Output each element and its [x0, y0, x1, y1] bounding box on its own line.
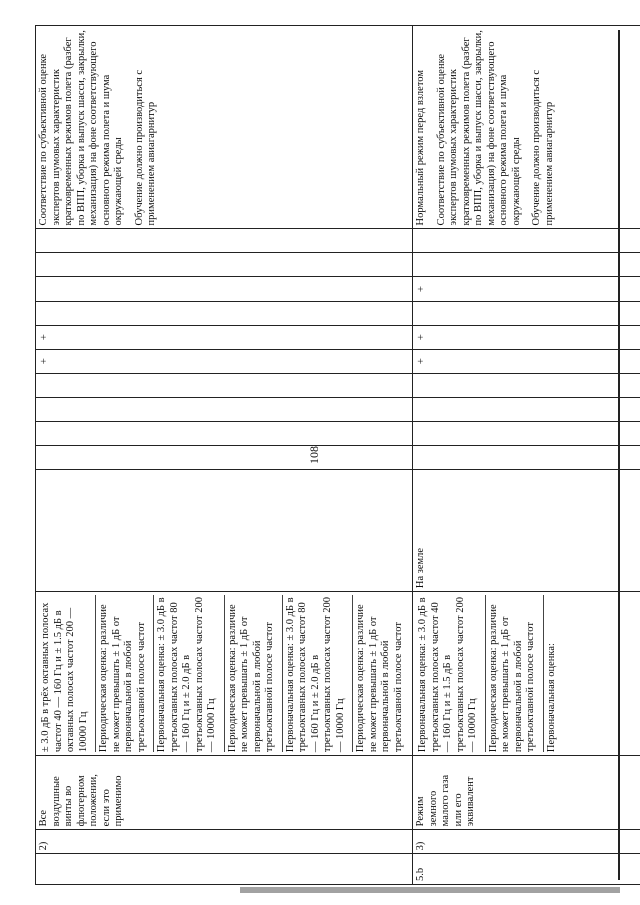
- condition-cell: На земле: [413, 469, 640, 591]
- tolerance-block: Первоначальная оценка: ± 3.0 дБ в третьоктавных полосах частот 80 — 160 Гц и ± 2.0 дБ в третьоктавных полосах частот 200 — 10000 Гц: [154, 595, 225, 752]
- mark-cell: [413, 397, 640, 421]
- rotated-table-wrapper: [35, 25, 605, 885]
- mark-cell: +: [413, 277, 640, 301]
- mark-cell: +: [36, 349, 413, 373]
- mark-cell: [36, 301, 413, 325]
- tolerance-cell: [413, 592, 640, 756]
- note-paragraph: Соответствие по субъективной оценке экспертов шумовых характеристик кратковременных режимов полета (разбег по ВПП, уборка и выпуск шасси, закрылки, механизация) на фоне соответствующего основного режима полета и шума окружающей среды: [435, 30, 522, 226]
- tolerance-block: ± 3.0 дБ в трёх октавных полосах частот 40 — 160 Гц и ± 1.5 дБ в октавных полосах частот 200 — 10000 Гц: [38, 595, 96, 752]
- mark-cell: [413, 373, 640, 397]
- note-paragraph: Обучение должно производиться с применением авиагарнитур: [531, 69, 555, 226]
- tolerance-cell: [36, 592, 413, 756]
- notes-cell: [36, 26, 413, 229]
- mark-cell: [413, 253, 640, 277]
- mark-cell: [36, 373, 413, 397]
- mode-name-cell: Все воздушные винты во флюгерном положении, если это применимо: [36, 756, 413, 830]
- mark-cell: [36, 445, 413, 469]
- sub-index-cell: 2): [36, 830, 413, 854]
- sub-index-cell: 3): [413, 830, 640, 854]
- note-paragraph: Нормальный режим перед взлетом: [415, 70, 426, 226]
- requirements-table: [35, 25, 640, 885]
- tolerance-block: Периодическая оценка: различие не может превышать ± 1 дБ от первоначальной в любой третьоктавной полосе частот: [225, 595, 283, 752]
- tolerance-block: Периодическая оценка: различие не может превышать ± 1 дБ от первоначальной в любой третьоктавной полосе частот: [96, 595, 154, 752]
- mark-cell: [36, 421, 413, 445]
- mark-cell: [413, 229, 640, 253]
- row-index-cell: [36, 854, 413, 885]
- mark-cell: +: [413, 325, 640, 349]
- mode-name-cell: Режим земного малого газа или его эквивалент: [413, 756, 640, 830]
- table-row: [36, 26, 413, 885]
- mark-cell: [36, 277, 413, 301]
- note-paragraph: Соответствие по субъективной оценке экспертов шумовых характеристик кратковременных режимов полета (разбег по ВПП, уборка и выпуск шасси, закрылки, механизация) на фоне соответствующего основного режима полета и шума окружающей среды: [38, 30, 124, 226]
- tolerance-block: Периодическая оценка: различие не может превышать ± 1 дБ от первоначальной в любой третьоктавной полосе частот: [355, 604, 404, 753]
- mark-cell: [413, 421, 640, 445]
- tolerance-block: Периодическая оценка: различие не может превышать ± 1 дБ от первоначальной в любой третьоктавной полосе частот: [486, 595, 544, 752]
- mark-cell: [36, 397, 413, 421]
- page-number: 108: [307, 446, 321, 464]
- notes-cell: [413, 26, 640, 229]
- note-paragraph: Обучение должно производиться с применением авиагарнитур: [133, 69, 157, 226]
- mark-cell: +: [36, 325, 413, 349]
- mark-cell: [36, 229, 413, 253]
- condition-cell: [36, 469, 413, 591]
- page-edge-line: [618, 30, 624, 880]
- mark-cell: [36, 253, 413, 277]
- mark-cell: [413, 445, 640, 469]
- mark-cell: [413, 301, 640, 325]
- table-row: [413, 26, 640, 885]
- tolerance-block: Первоначальная оценка: ± 3.0 дБ в третьоктавных полосах частот 80 — 160 Гц и ± 2.0 дБ в третьоктавных полосах частот 200 — 10000 Гц: [283, 595, 354, 752]
- tolerance-block: Первоначальная оценка: ± 3.0 дБ в третьоктавных полосах частот 40 — 160 Гц и ± 1.5 дБ в третьоктавных полосах частот 200 — 10000 Гц: [415, 595, 486, 752]
- scan-artifact: [240, 887, 620, 893]
- mark-cell: +: [413, 349, 640, 373]
- row-index-cell: 5.b: [413, 854, 640, 885]
- tolerance-block: Первоначальная оценка:: [545, 643, 557, 753]
